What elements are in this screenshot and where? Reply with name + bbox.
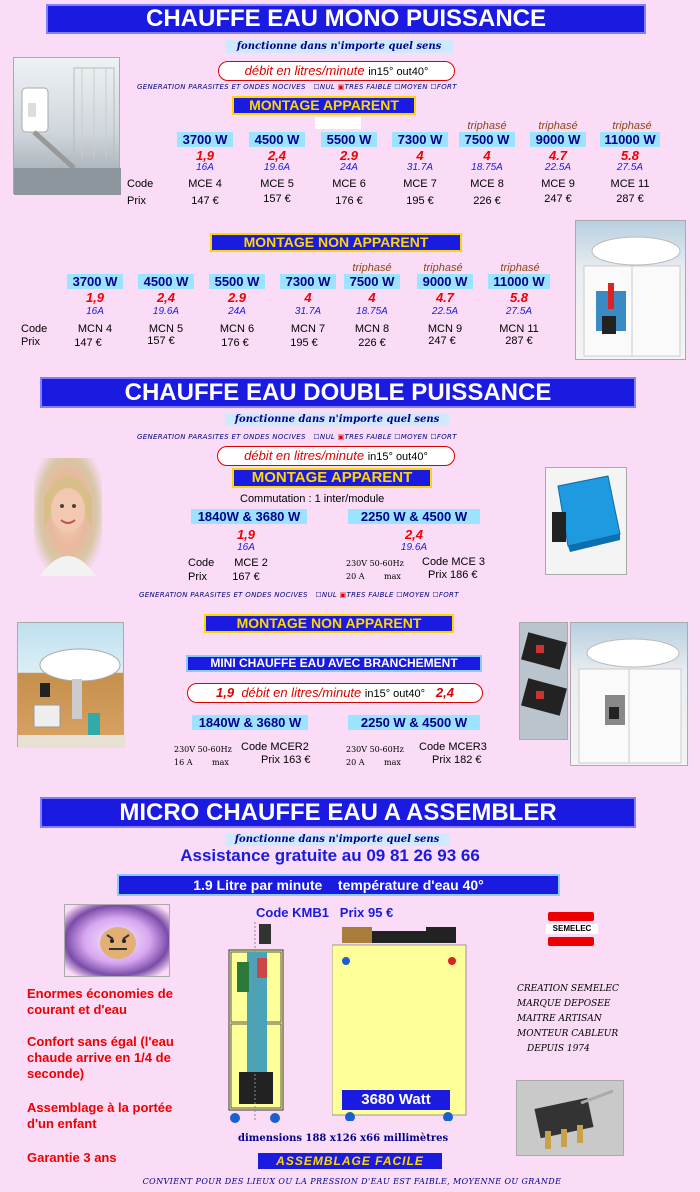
creation-line: DEPUIS 1974 xyxy=(527,1044,590,1054)
litres-value: 5.8 xyxy=(620,148,640,163)
opt-moyen: MOYEN xyxy=(400,433,428,441)
amps-value: 31.7A xyxy=(294,306,322,317)
litres-value: 4.7 xyxy=(435,290,455,305)
assemblage-facile: ASSEMBLAGE FACILE xyxy=(258,1153,442,1169)
benefit-2: Confort sans égal (l'eau chaude arrive en 1/4 de seconde) xyxy=(27,1034,174,1081)
mini-chauffe-eau-box: MINI CHAUFFE EAU AVEC BRANCHEMENT xyxy=(186,655,482,672)
prix-label: Prix xyxy=(127,195,146,207)
product-code: MCN 8 xyxy=(354,323,390,335)
white-patch xyxy=(315,117,361,129)
woman-photo xyxy=(34,458,102,576)
product-code: MCE 5 xyxy=(260,178,294,190)
product-code: MCE 2 xyxy=(234,557,268,569)
product-price: 226 € xyxy=(358,337,386,349)
temp-label: in15° out40° xyxy=(368,66,429,78)
parasites-line: GENERATION PARASITES ET ONDES NOCIVES ☐NUL ▣TRES FAIBLE ☐MOYEN ☐FORT xyxy=(139,591,459,599)
opt-nul: NUL xyxy=(319,433,336,441)
product-price: Prix 163 € xyxy=(261,754,311,766)
litres-value: 2,4 xyxy=(267,148,287,163)
subtitle: fonctionne dans n'importe quel sens xyxy=(225,833,449,846)
product-price: Prix 186 € xyxy=(428,569,478,581)
opt-moyen: MOYEN xyxy=(402,591,430,599)
amp-text: 20 A xyxy=(346,572,365,581)
amps-value: 22.5A xyxy=(544,162,572,173)
product-photo-connectors xyxy=(519,622,568,740)
litres-value: 4 xyxy=(416,148,424,163)
product-price: 195 € xyxy=(290,337,318,349)
product-code: Code MCER3 xyxy=(419,741,487,753)
litres-value: 2.9 xyxy=(339,148,359,163)
microswitch-photo xyxy=(516,1080,624,1156)
debit-label: débit en litres/minute xyxy=(244,448,365,463)
debit-pill xyxy=(218,61,455,81)
product-price: 176 € xyxy=(335,195,363,207)
opt-nul: NUL xyxy=(319,83,336,91)
debit-label: débit en litres/minute xyxy=(241,685,362,700)
product-price: 247 € xyxy=(544,193,572,205)
power-cell: 5500 W xyxy=(321,132,377,147)
subtitle: fonctionne dans n'importe quel sens xyxy=(225,413,449,426)
opt-tres-faible: TRES FAIBLE xyxy=(344,83,392,91)
power-cell: 1840W & 3680 W xyxy=(192,715,308,730)
amps-value: 18.75A xyxy=(471,162,503,173)
power-cell: 5500 W xyxy=(209,274,265,289)
amps-value: 24A xyxy=(340,162,358,173)
power-cell: 11000 W xyxy=(600,132,660,147)
product-price: 247 € xyxy=(428,335,456,347)
amp-text: 16 A xyxy=(174,758,193,767)
litres-value: 1,9 xyxy=(195,148,215,163)
product-price: 147 € xyxy=(191,195,219,207)
prix-label: Prix xyxy=(188,571,207,583)
watt-label: 3680 Watt xyxy=(342,1090,450,1110)
voltage-text: 230V 50-60Hz xyxy=(346,559,404,568)
power-cell: 9000 W xyxy=(530,132,586,147)
triphase-label: triphasé xyxy=(467,120,507,132)
litres-value: 2.9 xyxy=(227,290,247,305)
power-cell: 7500 W xyxy=(459,132,515,147)
benefit-1: Enormes économies de courant et d'eau xyxy=(27,986,173,1017)
montage-apparent-bar: MONTAGE APPARENT xyxy=(232,96,416,115)
product-code: MCN 9 xyxy=(427,323,463,335)
triphase-label: triphasé xyxy=(500,262,540,274)
product-price: 147 € xyxy=(74,337,102,349)
power-cell: 2250 W & 4500 W xyxy=(348,715,480,730)
product-price: 287 € xyxy=(505,335,533,347)
product-code: Code MCER2 xyxy=(241,741,309,753)
product-photo-cabinet-2 xyxy=(570,622,688,766)
commutation-text: Commutation : 1 inter/module xyxy=(240,493,385,505)
code-prix-kmb1: Code KMB1 Prix 95 € xyxy=(256,905,394,920)
debit-label: débit en litres/minute xyxy=(244,63,365,78)
power-cell: 4500 W xyxy=(138,274,194,289)
product-price: 167 € xyxy=(232,571,260,583)
amps-value: 16A xyxy=(86,306,104,317)
triphase-label: triphasé xyxy=(352,262,392,274)
subtitle: fonctionne dans n'importe quel sens xyxy=(225,40,453,53)
amps-value: 19.6A xyxy=(263,162,291,173)
power-cell: 1840W & 3680 W xyxy=(191,509,307,524)
triphase-label: triphasé xyxy=(423,262,463,274)
footer-text: CONVIENT POUR DES LIEUX OU LA PRESSION D'EAU EST FAIBLE, MOYENNE OU GRANDE xyxy=(142,1177,562,1186)
product-price: 226 € xyxy=(473,195,501,207)
creation-line: MARQUE DEPOSEE xyxy=(517,999,611,1009)
heater-exploded-view xyxy=(225,922,287,1124)
power-cell: 2250 W & 4500 W xyxy=(348,509,480,524)
product-code: MCN 7 xyxy=(290,323,326,335)
max-text: max xyxy=(384,572,401,581)
parasites-label: GENERATION PARASITES ET ONDES NOCIVES xyxy=(137,433,306,441)
montage-non-apparent-bar: MONTAGE NON APPARENT xyxy=(210,233,462,252)
product-code: MCN 4 xyxy=(77,323,113,335)
creation-line: CREATION SEMELEC xyxy=(517,984,619,994)
power-cell: 3700 W xyxy=(177,132,233,147)
product-code: MCE 8 xyxy=(470,178,504,190)
debit-pill xyxy=(217,446,455,466)
benefit-3: Assemblage à la portée d'un enfant xyxy=(27,1100,173,1131)
code-label: Code xyxy=(127,178,154,190)
product-code: MCE 4 xyxy=(188,178,222,190)
section-title-double: CHAUFFE EAU DOUBLE PUISSANCE xyxy=(40,377,636,408)
creation-line: MAITRE ARTISAN xyxy=(517,1014,602,1024)
litre-bar: 1.9 Litre par minute température d'eau 40° xyxy=(117,874,560,896)
litres-value: 4.7 xyxy=(548,148,568,163)
litres-value: 1,9 xyxy=(216,685,235,700)
amps-value: 22.5A xyxy=(431,306,459,317)
semelec-logo-text: SEMELEC xyxy=(552,924,592,933)
debit-pill xyxy=(187,683,483,703)
amps-value: 16A xyxy=(196,162,214,173)
amps-value: 27.5A xyxy=(505,306,533,317)
product-photo-cabinet xyxy=(575,220,686,360)
max-text: max xyxy=(212,758,229,767)
creation-text xyxy=(517,982,619,1057)
litres-value: 4 xyxy=(368,290,376,305)
triphase-label: triphasé xyxy=(538,120,578,132)
litres-value: 4 xyxy=(304,290,312,305)
litres-value: 2,4 xyxy=(156,290,176,305)
product-price: 157 € xyxy=(147,335,175,347)
montage-non-apparent-bar: MONTAGE NON APPARENT xyxy=(204,614,454,633)
opt-tres-faible: TRES FAIBLE xyxy=(346,591,394,599)
amps-value: 24A xyxy=(228,306,246,317)
opt-tres-faible: TRES FAIBLE xyxy=(344,433,392,441)
montage-apparent-bar: MONTAGE APPARENT xyxy=(232,468,432,488)
opt-fort: FORT xyxy=(436,433,457,441)
temp-label: in15° out40° xyxy=(367,451,428,463)
product-code: Code MCE 3 xyxy=(422,556,485,568)
litres-value: 1,9 xyxy=(236,527,256,542)
amps-value: 19.6A xyxy=(152,306,180,317)
amp-text: 20 A xyxy=(346,758,365,767)
power-cell: 7500 W xyxy=(344,274,400,289)
opt-moyen: MOYEN xyxy=(400,83,428,91)
parasites-line: GENERATION PARASITES ET ONDES NOCIVES ☐NUL ▣TRES FAIBLE ☐MOYEN ☐FORT xyxy=(137,433,457,441)
amps-value: 31.7A xyxy=(406,162,434,173)
product-code: MCE 9 xyxy=(541,178,575,190)
max-text: max xyxy=(384,758,401,767)
litres-value: 4 xyxy=(483,148,491,163)
product-photo-blue-box xyxy=(545,467,627,575)
product-code: MCN 5 xyxy=(148,323,184,335)
product-price: Prix 182 € xyxy=(432,754,482,766)
power-cell: 11000 W xyxy=(488,274,550,289)
opt-fort: FORT xyxy=(438,591,459,599)
prix-label: Prix xyxy=(21,336,40,348)
product-code: MCE 11 xyxy=(610,178,650,190)
assistance-text: Assistance gratuite au 09 81 26 93 66 xyxy=(180,846,480,865)
amps-value: 16A xyxy=(237,542,255,553)
power-cell: 9000 W xyxy=(417,274,473,289)
litres-value: 2,4 xyxy=(404,527,424,542)
product-code: MCN 11 xyxy=(499,323,539,335)
opt-fort: FORT xyxy=(436,83,457,91)
opt-nul: NUL xyxy=(321,591,338,599)
litres-value: 2,4 xyxy=(435,685,454,700)
amps-value: 19.6A xyxy=(400,542,428,553)
tiger-image xyxy=(64,904,170,977)
product-code: MCE 7 xyxy=(403,178,437,190)
product-photo-tap xyxy=(13,57,120,194)
code-label: Code xyxy=(188,557,215,569)
section-title-micro: MICRO CHAUFFE EAU A ASSEMBLER xyxy=(40,797,636,828)
product-code: MCE 6 xyxy=(332,178,366,190)
product-photo-sink xyxy=(17,622,124,747)
section-title-mono: CHAUFFE EAU MONO PUISSANCE xyxy=(46,4,646,34)
creation-line: MONTEUR CABLEUR xyxy=(517,1029,619,1039)
voltage-text: 230V 50-60Hz xyxy=(174,745,232,754)
dimensions-text: dimensions 188 x126 x66 millimètres xyxy=(238,1133,449,1144)
power-cell: 7300 W xyxy=(392,132,448,147)
product-price: 157 € xyxy=(263,193,291,205)
benefit-4: Garantie 3 ans xyxy=(27,1150,117,1165)
semelec-logo xyxy=(546,912,598,946)
product-code: MCN 6 xyxy=(219,323,255,335)
product-price: 287 € xyxy=(616,193,644,205)
amps-value: 18.75A xyxy=(356,306,388,317)
litres-value: 1,9 xyxy=(85,290,105,305)
product-price: 195 € xyxy=(406,195,434,207)
power-cell: 7300 W xyxy=(280,274,336,289)
temp-label: in15° out40° xyxy=(364,688,426,700)
parasites-line: GENERATION PARASITES ET ONDES NOCIVES ☐NUL ▣TRES FAIBLE ☐MOYEN ☐FORT xyxy=(137,83,457,91)
parasites-label: GENERATION PARASITES ET ONDES NOCIVES xyxy=(137,83,306,91)
product-price: 176 € xyxy=(221,337,249,349)
power-cell: 4500 W xyxy=(249,132,305,147)
triphase-label: triphasé xyxy=(612,120,652,132)
code-label: Code xyxy=(21,323,48,335)
amps-value: 27.5A xyxy=(616,162,644,173)
power-cell: 3700 W xyxy=(67,274,123,289)
voltage-text: 230V 50-60Hz xyxy=(346,745,404,754)
parasites-label: GENERATION PARASITES ET ONDES NOCIVES xyxy=(139,591,308,599)
litres-value: 5.8 xyxy=(509,290,529,305)
